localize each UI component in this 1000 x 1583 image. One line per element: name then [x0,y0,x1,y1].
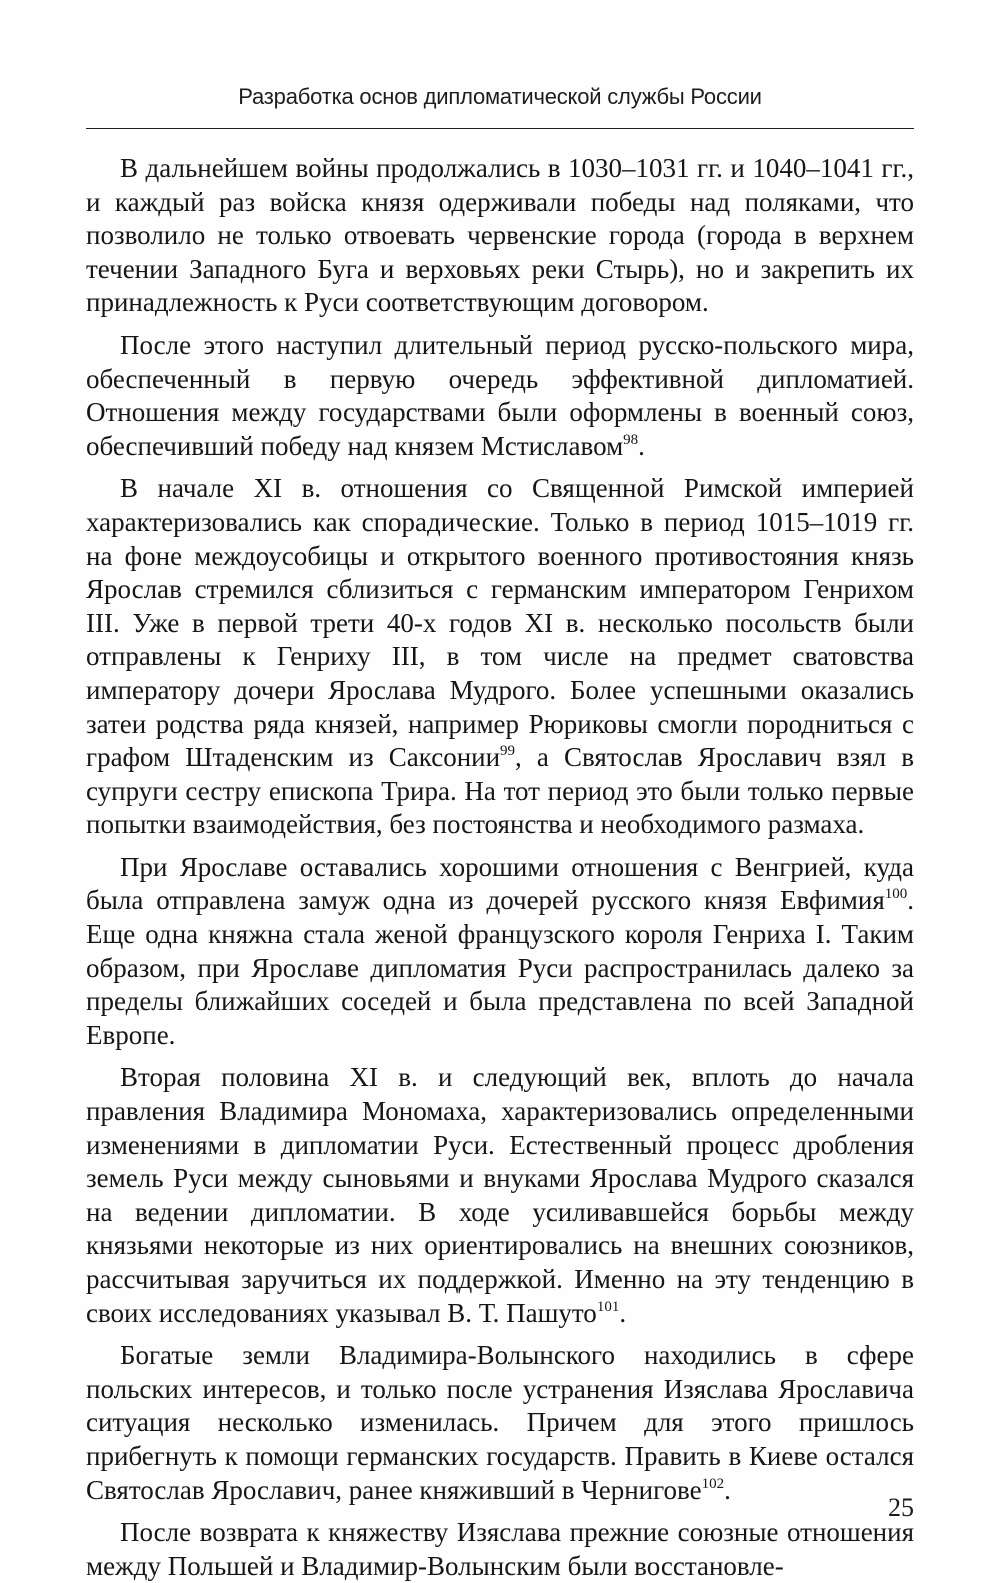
header-rule [86,128,914,129]
paragraph [86,1516,914,1583]
footnote-marker[interactable]: 99 [500,743,516,760]
paragraph-text: Богатые земли Владимира-Волынского находились в сфере польских интересов, и только после устранения Изяслава Ярославича ситуация несколько изменилась. Причем для этого пришлось прибегнуть к помощи германских государств. Править в Киеве остался Святослав Ярославич, ранее княживший в Чернигове [86,1340,914,1505]
paragraph [86,1339,914,1507]
paragraph-text: После этого наступил длительный период русско-польского мира, обеспеченный в первую очередь эффективной дипломатией. Отношения между государствами были оформлены в военный союз, обеспечивший победу над князем Мстиславом [86,329,914,461]
footnote-marker[interactable]: 101 [596,1298,620,1315]
paragraph [86,851,914,1053]
paragraph-text-after: . [619,1297,627,1328]
page-number: 25 [888,1493,914,1522]
paragraph [86,152,914,320]
body-text [86,152,914,1583]
paragraph [86,472,914,842]
paragraph [86,1061,914,1330]
footnote-marker[interactable]: 102 [701,1475,725,1492]
paragraph-text-after: . [724,1474,731,1505]
paragraph-text-after: , а Святослав Ярославич взял в супруги сестру епископа Трира. На тот период это были только первые попытки взаимодействия, без постоянства и необходимого размаха. [86,742,914,840]
footnote-marker[interactable]: 98 [623,431,639,448]
running-head: Разработка основ дипломатической службы России [238,84,762,109]
paragraph-text: После возврата к княжеству Изяслава прежние союзные отношения между Польшей и Владимир-Волынским были восстановле- [86,1517,914,1581]
paragraph-text: В начале XI в. отношения со Священной Римской империей характеризовались как спорадические. Только в период 1015–1019 гг. на фоне междоусобицы и открытого военного противостояния князь Ярослав стремился сблизиться с германским императором Генрихом III. Уже в первой трети 40-х годов XI в. несколько посольств были отправлены к Генриху III, в том числе на предмет сватовства императору дочери Ярослава Мудрого. Более успешными оказались затеи родства ряда князей, например Рюриковы смогли породниться с графом Штаденским из Саксонии [86,473,914,773]
footnote-marker[interactable]: 100 [884,886,908,903]
paragraph-text: Вторая половина XI в. и следующий век, вплоть до начала правления Владимира Мономаха, характеризовались определенными изменениями в дипломатии Руси. Естественный процесс дробления земель Руси между сыновьями и внуками Ярослава Мудрого сказался на ведении дипломатии. В ходе усиливавшейся борьбы между князьями некоторые из них ориентировались на внешних союзников, рассчитывая заручиться их поддержкой. Именно на эту тенденцию в своих исследованиях указывал В. Т. Пашуто [86,1062,914,1328]
paragraph-text: В дальнейшем войны продолжались в 1030–1031 гг. и 1040–1041 гг., и каждый раз войска князя одерживали победы над поляками, что позволило не только отвоевать червенские города (города в верхнем течении Западного Буга и верховьях реки Стырь), но и закрепить их принадлежность к Руси соответствующим договором. [86,153,914,318]
paragraph-text: При Ярославе оставались хорошими отношения с Венгрией, куда была отправлена замуж одна из дочерей русского князя Евфимия [86,851,914,916]
paragraph-text-after: . [638,430,645,461]
paragraph-text-after: . Еще одна княжна стала женой французского короля Генриха I. Таким образом, при Ярославе дипломатия Руси распространилась далеко за пределы ближайших соседей и была представлена по всей Западной Европе. [86,885,914,1050]
paragraph [86,329,914,463]
